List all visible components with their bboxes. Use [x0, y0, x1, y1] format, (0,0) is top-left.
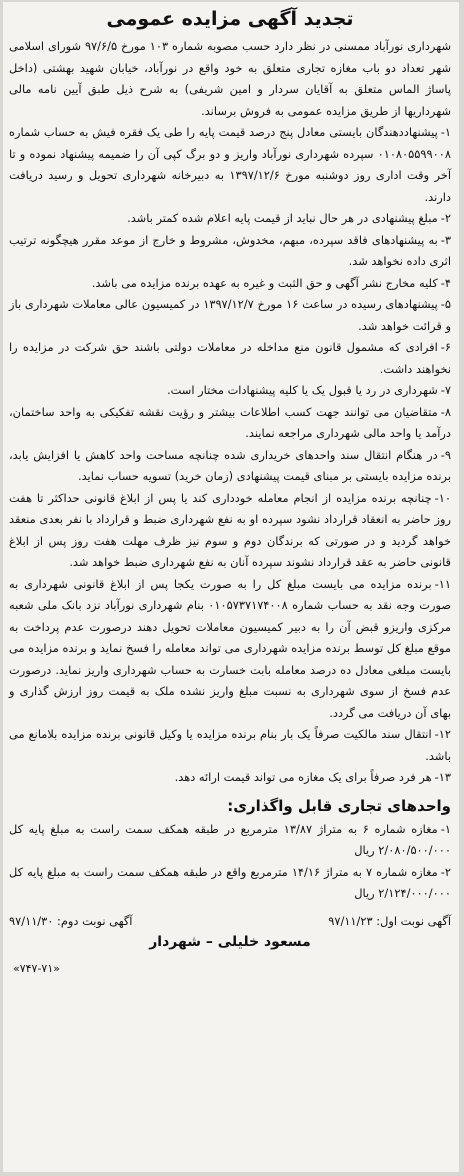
- clause-item: [9, 122, 451, 208]
- clause-number: ۲-: [440, 211, 451, 225]
- clause-text: کلیه مخارج نشر آگهی و حق الثبت و غیره به عهده برنده مزایده می باشد.: [91, 275, 438, 290]
- clause-number: ۶-: [440, 340, 451, 354]
- clause-number: ۸-: [440, 404, 451, 419]
- clause-item: [9, 402, 451, 445]
- clause-text: هر فرد صرفاً برای یک مغازه می تواند قیمت ارائه دهد.: [174, 770, 432, 784]
- clause-item: [9, 380, 451, 402]
- clause-item: [9, 294, 451, 337]
- unit-item: [9, 862, 451, 905]
- clause-number: ۱-: [440, 125, 451, 139]
- clause-text: شهرداری در رد یا قبول یک یا کلیه پیشنهادات مختار است.: [166, 383, 438, 397]
- notice-title: تجدید آگهی مزایده عمومی: [106, 8, 354, 30]
- clause-text: افرادی که مشمول قانون منع مداخله در معاملات دولتی باشند حق شرکت در مزایده را نخواهند داشت.: [9, 340, 451, 376]
- clause-text: به پیشنهادهای فاقد سپرده، مبهم، مخدوش، مشروط و خارج از موعد مقرر هیچگونه ترتیب اثری داده نخواهد شد.: [9, 232, 451, 268]
- clause-number: ۵-: [440, 297, 451, 311]
- unit-number: ۲-: [440, 864, 451, 879]
- unit-item: [9, 819, 451, 862]
- clause-number: ۹-: [440, 447, 451, 462]
- clause-item: [9, 273, 451, 295]
- clause-list: [9, 122, 451, 789]
- units-heading: واحدهای تجاری قابل واگذاری:: [227, 796, 451, 815]
- clause-item: [9, 488, 451, 574]
- clause-number: ۱۲-: [434, 727, 451, 741]
- clause-number: ۱۳-: [434, 770, 451, 784]
- units-list: [9, 819, 451, 905]
- clause-text: در هنگام انتقال سند واحدهای خریداری شده چنانچه مساحت واحد کاهش یا افزایش یابد، برنده مزایده بایستی بر مبنای قیمت پیشنهادی (زمان خرید) تسویه حساب نماید.: [9, 447, 451, 483]
- clause-text: مبلغ پیشنهادی در هر حال نباید از قیمت پایه اعلام شده کمتر باشد.: [127, 211, 438, 225]
- clause-text: چنانچه برنده مزایده از انجام معامله خودداری کند یا پس از ابلاغ قانونی حداکثر تا هفت روز حاضر به انعقاد قرارداد نشود سپرده او به نفع شهرداری ضبط و قرارداد با نفر بعدی منعقد خواهد گردید و در صورتی که برندگان دوم و سوم نیز ظرف مهلت هفت روز پس از ابلاغ قانونی حاضر به عقد قرارداد نشوند سپرده آنان به نفع شهرداری ضبط خواهد شد.: [9, 490, 451, 569]
- first-notice-date: آگهی نوبت اول: ۹۷/۱۱/۲۳: [328, 913, 451, 928]
- unit-text: مغازه شماره ۷ به متراژ ۱۴/۱۶ مترمربع واقع در طبقه همکف سمت راست به مبلغ پایه کل ۲/۱۲۴/۰۰۰/۰۰۰ ریال: [9, 864, 451, 900]
- notice-footer: [9, 911, 451, 981]
- clause-text: برنده مزایده می بایست مبلغ کل را به صورت یکجا پس از ابلاغ قانونی شهرداری به صورت وجه نقد به حساب شماره ۰۱۰۵۷۳۷۱۷۴۰۰۸ بنام شهرداری نورآباد نزد بانک ملی شعبه مرکزی واریزو قبض آن را به دبیر کمیسیون معاملات تحویل دهند درصورت عدم پرداخت به موقع مبلغ کل توسط برنده مزایده شهرداری می تواند معامله را فسخ نماید و برنده مزایده می بایست مبلغی معادل ده درصد معامله بابت خسارت به حساب شهرداری واریز نماید. درصورت عدم فسخ از سوی شهرداری به نسبت مبلغ واریز نشده ملک به قیمت روز ارزش گذاری و بهای آن دریافت می گردد.: [9, 576, 451, 720]
- clause-text: انتقال سند مالکیت صرفاً یک بار بنام برنده مزایده یا وکیل قانونی برنده مزایده بلامانع می باشد.: [9, 727, 451, 763]
- clause-number: ۷-: [440, 383, 451, 397]
- notice-intro: شهرداری نورآباد ممسنی در نظر دارد حسب مصوبه شماره ۱۰۳ مورخ ۹۷/۶/۵ شورای اسلامی شهر تعداد دو باب مغازه تجاری متعلق به خود واقع در نورآباد، خیابان شهید بهشتی (داخل پاساژ الماس متعلق به آقایان سردار و امین شریفی) به شرح ذیل طبق آیین نامه مالی شهرداریها از طریق مزایده عمومی به فروش برساند.: [9, 39, 451, 118]
- clause-item: [9, 337, 451, 380]
- clause-number: ۱۰-: [434, 490, 451, 505]
- unit-text: مغازه شماره ۶ به متراژ ۱۳/۸۷ مترمربع در طبقه همکف سمت راست به مبلغ پایه کل ۲/۰۸۰/۵۰۰/۰۰۰ ریال: [9, 821, 451, 857]
- clause-number: ۴-: [440, 275, 451, 290]
- notice-sheet: [3, 2, 459, 1172]
- clause-item: [9, 574, 451, 725]
- clause-number: ۳-: [440, 232, 451, 247]
- clause-item: [9, 767, 451, 789]
- clause-item: [9, 445, 451, 488]
- notice-dates: [9, 911, 451, 931]
- second-notice-date: آگهی نوبت دوم: ۹۷/۱۱/۳۰: [9, 913, 133, 928]
- clause-text: متقاضیان می توانند جهت کسب اطلاعات بیشتر و رؤیت نقشه تفکیکی به واحد ساختمان، درآمد یا واحد مالی شهرداری مراجعه نمایند.: [9, 404, 451, 440]
- clause-text: پیشنهاددهندگان بایستی معادل پنج درصد قیمت پایه را طی یک فقره فیش به حساب شماره ۰۱۰۸۰۵۵۹۹۰۰۸ سپرده شهرداری نورآباد واریز و دو برگ کپی آن را ضمیمه پیشنهاد نموده و تا آخر وقت اداری روز دوشنبه مورخ ۱۳۹۷/۱۲/۶ به دبیرخانه شهرداری تحویل و رسید دریافت دارند.: [9, 125, 451, 204]
- clause-item: [9, 724, 451, 767]
- signer: مسعود خلیلی – شهردار: [149, 933, 311, 950]
- clause-item: [9, 208, 451, 230]
- unit-number: ۱-: [440, 821, 451, 836]
- clause-item: [9, 230, 451, 273]
- clause-text: پیشنهادهای رسیده در ساعت ۱۶ مورخ ۱۳۹۷/۱۲/۷ در کمیسیون عالی معاملات شهرداری باز و قرائت خواهد شد.: [9, 297, 451, 333]
- notice-code: «۷۴۷-۷۱»: [13, 961, 60, 975]
- clause-number: ۱۱-: [434, 576, 451, 591]
